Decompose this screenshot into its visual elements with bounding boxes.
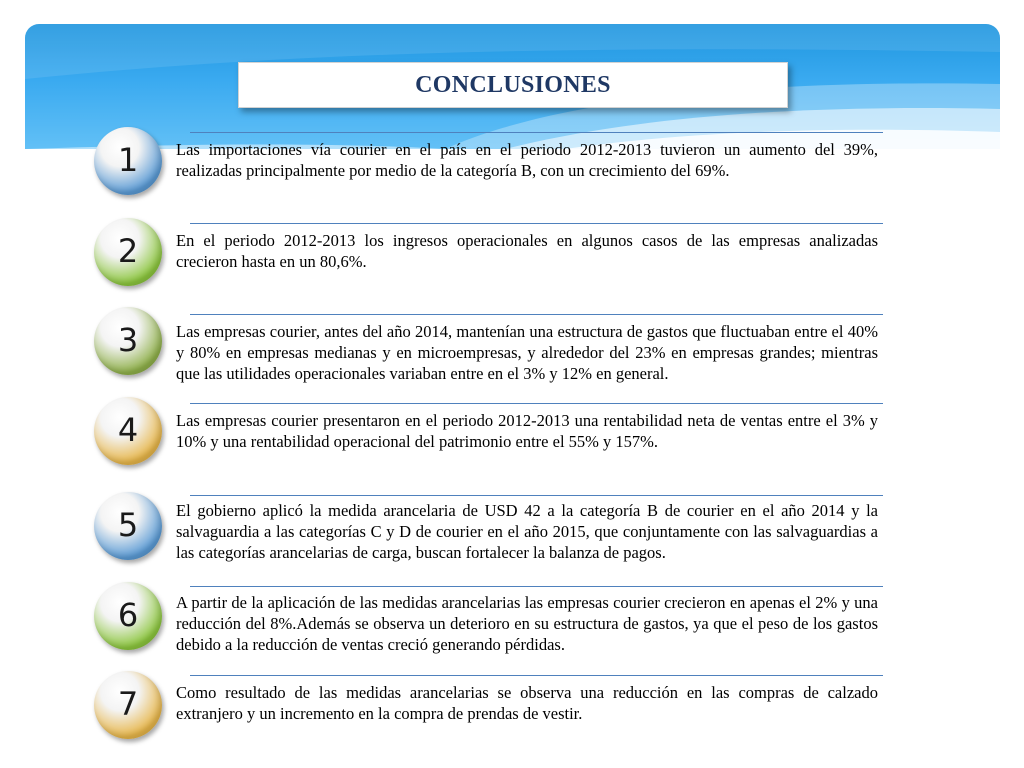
row-divider: [190, 403, 883, 404]
conclusion-row-5: [90, 488, 883, 580]
number-badge-label: 1: [117, 141, 139, 179]
row-divider: [190, 132, 883, 133]
row-divider: [190, 314, 883, 315]
number-badge-label: 4: [117, 411, 139, 449]
number-badge-2: [94, 218, 162, 286]
conclusion-row-1: [90, 127, 883, 217]
conclusion-text-7: Como resultado de las medidas arancelarias se observa una reducción en las compras de calzado extranjero y un incremento en la compra de prendas de vestir.: [176, 683, 878, 723]
number-badge-5: [94, 492, 162, 560]
conclusion-row-2: [90, 216, 883, 304]
conclusion-text-5: El gobierno aplicó la medida arancelaria de USD 42 a la categoría B de courier en el año 2014 y la salvaguardia a las categorías C y D de courier en el año 2015, que conjuntamente con las salvaguardias a las categorías arancelarias de carga, buscan fortalecer la balanza de pagos.: [176, 501, 878, 562]
row-divider: [190, 223, 883, 224]
row-divider: [190, 675, 883, 676]
row-divider: [190, 495, 883, 496]
row-divider: [190, 586, 883, 587]
number-badge-label: 3: [117, 321, 139, 359]
number-badge-label: 2: [117, 232, 139, 270]
conclusion-text-1: Las importaciones vía courier en el país en el periodo 2012-2013 tuvieron un aumento del 39%, realizadas principalmente por medio de la categoría B, con un crecimiento del 69%.: [176, 140, 878, 180]
conclusion-row-6: [90, 578, 883, 670]
number-badge-1: [94, 127, 162, 195]
number-badge-6: [94, 582, 162, 650]
number-badge-4: [94, 397, 162, 465]
conclusion-text-2: En el periodo 2012-2013 los ingresos operacionales en algunos casos de las empresas analizadas crecieron hasta en un 80,6%.: [176, 231, 878, 271]
conclusion-row-7: [90, 667, 883, 747]
conclusion-text-6: A partir de la aplicación de las medidas arancelarias las empresas courier crecieron en apenas el 2% y una reducción del 8%.Además se observa un deterioro en su estructura de gastos, ya que el peso de los gastos debido a la reducción de ventas creció generando pérdidas.: [176, 593, 878, 654]
conclusion-text-4: Las empresas courier presentaron en el periodo 2012-2013 una rentabilidad neta de ventas entre el 3% y 10% y una rentabilidad operacional del patrimonio entre el 55% y 157%.: [176, 411, 878, 451]
conclusion-row-4: [90, 393, 883, 485]
number-badge-label: 5: [117, 506, 139, 544]
title-box: [238, 62, 788, 108]
number-badge-label: 6: [117, 596, 139, 634]
number-badge-label: 7: [117, 685, 139, 723]
number-badge-3: [94, 307, 162, 375]
number-badge-7: [94, 671, 162, 739]
conclusion-row-3: [90, 303, 883, 395]
slide-title: CONCLUSIONES: [415, 72, 611, 98]
conclusion-text-3: Las empresas courier, antes del año 2014, mantenían una estructura de gastos que fluctuaban entre el 40% y 80% en empresas medianas y en microempresas, y alrededor del 23% en empresas grandes; mientras que las utilidades operacionales variaban entre en el 3% y 12% en general.: [176, 322, 878, 383]
